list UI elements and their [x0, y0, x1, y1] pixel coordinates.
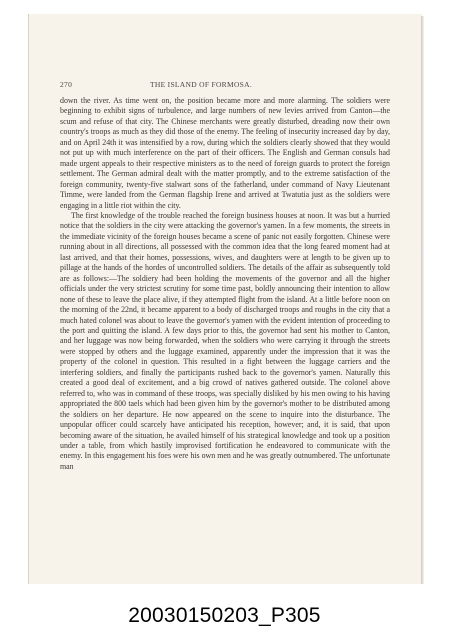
page-number: 270 [60, 80, 73, 89]
image-caption: 20030150203_P305 [128, 604, 321, 627]
page-edge-shadow [421, 16, 424, 584]
paragraph-2: The first knowledge of the trouble reached the foreign business houses at noon. It was but a hurried notice that the soldiers in the city were attacking the governor's yamen. In a few moments, the streets in the immediate vicinity of the foreign houses became a scene of panic not easily forgotten. Chinese were running about in all directions, all possessed with the common idea that the long feared moment had at last arrived, and that their homes, possessions, wives, and daughters were at length to be given up to pillage at the hands of the hordes of uncontrolled soldiers. The details of the affair as subsequently told are as follows:—The soldiery had been holding the movements of the governor and all the higher officials under the very strictest scrutiny for some time past, boldly announcing their intention to allow none of these to leave the place alive, if they attempted flight from the island. At a little before noon on the morning of the 22nd, it became apparent to a body of discharged troops and roughs in the city that a much hated colonel was about to leave the governor's yamen with the evident intention of proceeding to the port and quitting the island. A few days prior to this, the governor had sent his mother to Canton, and her luggage was now being forwarded, when the soldiers who were carrying it through the streets were stopped by others and the luggage examined, apparently under the impression that it was the property of the colonel in question. This resulted in a fight between the luggage carriers and the interfering soldiers, and finally the participants rushed back to the governor's yamen. Naturally this created a good deal of excitement, and a big crowd of natives gathered outside. The colonel above referred to, who was in command of these troops, was specially disliked by his men owing to his having appropriated the 800 taels which had been given him by the governor's mother to be distributed among the soldiers on her departure. He now appeared on the scene to inquire into the disturbance. The unpopular officer could scarcely have anticipated his reception, however; and, it is said, that upon becoming aware of the situation, he availed himself of his strategical knowledge and took up a position under a table, from which hastily improvised fortification he endeavored to communicate with the enemy. In this engagement his foes were his own men and he was greatly outnumbered. The unfortunate man [60, 210, 390, 471]
paragraph-1: down the river. As time went on, the position became more and more alarming. The soldiers were beginning to exhibit signs of turbulence, and large numbers of new levies arrived from Canton—the scum and refuse of that city. The Chinese merchants were greatly disturbed, dreading now their own country's troops as much as they did those of the enemy. The feeling of insecurity increased day by day, and on April 24th it was intensified by a row, during which the soldiers clearly showed that they would not put up with much interference on the part of their officers. The English and German consuls had made urgent appeals to their respective ministers as to the need of foreign guards to protect the foreign settlement. The German admiral dealt with the matter promptly, and to the extreme satisfaction of the foreign community, twenty-five stalwart sons of the fatherland, under command of Navy Lieutenant Timme, were landed from the German flagship Irene and arrived at Twatutia just as the soldiers were engaging in a little riot within the city. [60, 96, 390, 210]
body-text [60, 96, 390, 472]
running-title: THE ISLAND OF FORMOSA. [150, 80, 253, 89]
